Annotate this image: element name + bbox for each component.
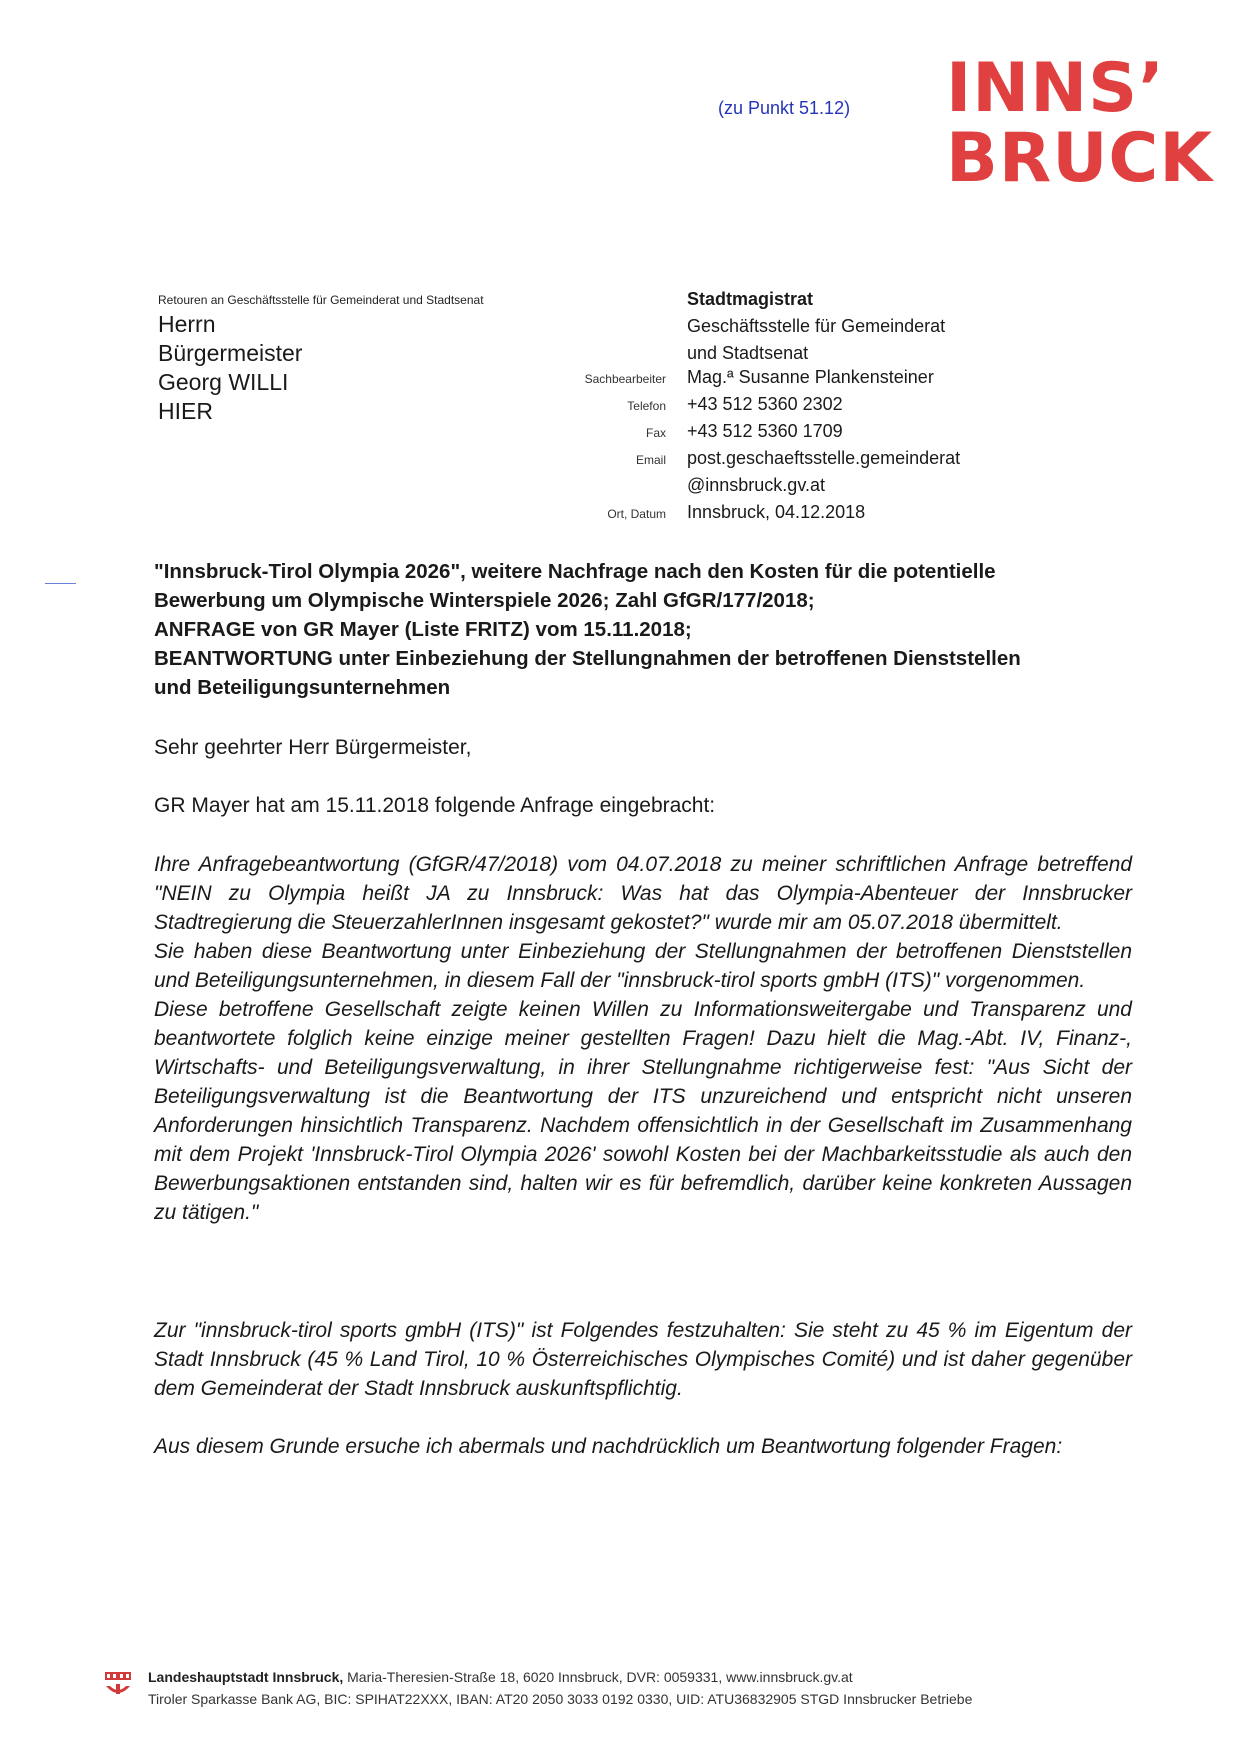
contact-value: Innsbruck, 04.12.2018	[687, 502, 866, 522]
return-address-line: Retouren an Geschäftsstelle für Gemeinderat und Stadtsenat	[158, 293, 484, 307]
subject-heading	[154, 557, 1124, 702]
innsbruck-logo	[946, 49, 1214, 198]
contact-value: post.geschaeftsstelle.gemeinderat	[687, 448, 961, 468]
city-coat-of-arms-icon	[104, 1670, 132, 1702]
logo-line-2: BRUCK	[946, 119, 1214, 198]
quoted-inquiry	[154, 850, 1132, 1227]
agenda-reference-note: (zu Punkt 51.12)	[718, 98, 851, 118]
quote-paragraph: Diese betroffene Gesellschaft zeigte keinen Willen zu Informationsweitergabe und Transparenz und beantwortete folglich keine einzige meiner gestellten Fragen! Dazu hielt die Mag.-Abt. IV, Finanz-, Wirtschafts- und Beteiligungsverwaltung, in ihrer Stellungnahme richtigerweise fest: "Aus Sicht der Beteiligungsverwaltung ist die Beantwortung der ITS unzureichend und entspricht nicht unseren Anforderungen hinsichtlich Transparenz. Nachdem offensichtlich in der Gesellschaft im Zusammenhang mit dem Projekt 'Innsbruck-Tirol Olympia 2026' sowohl Kosten bei der Machbarkeitsstudie als auch den Bewerbungsaktionen entstanden sind, halten wir es für befremdlich, darüber keine konkreten Aussagen zu tätigen."	[154, 998, 1132, 1224]
footer-address: Maria-Theresien-Straße 18, 6020 Innsbruck, DVR: 0059331, www.innsbruck.gv.at	[343, 1669, 853, 1685]
subject-line: ANFRAGE von GR Mayer (Liste FRITZ) vom 15.11.2018;	[154, 618, 692, 641]
footer-line-2: Tiroler Sparkasse Bank AG, BIC: SPIHAT22XXX, IBAN: AT20 2050 3033 0192 0330, UID: ATU36832905 STGD Innsbrucker Betriebe	[148, 1691, 973, 1707]
contact-row-email-domain	[560, 475, 980, 502]
contact-row-place-date	[560, 502, 980, 529]
footer-line-1	[148, 1669, 853, 1685]
contact-label: Sachbearbeiter	[584, 372, 666, 386]
contact-value: +43 512 5360 2302	[687, 394, 843, 414]
contact-value: @innsbruck.gv.at	[687, 475, 825, 495]
contact-row-phone	[560, 394, 980, 421]
sender-dept-line: Geschäftsstelle für Gemeinderat	[687, 316, 946, 336]
fold-mark	[45, 583, 76, 584]
recipient-line: Georg WILLI	[158, 369, 289, 395]
sender-contact-block	[560, 367, 980, 529]
recipient-address	[158, 310, 302, 426]
logo-line-1: INNS’	[946, 49, 1165, 128]
quote-paragraph: Ihre Anfragebeantwortung (GfGR/47/2018) vom 04.07.2018 zu meiner schriftlichen Anfrage betreffend "NEIN zu Olympia heißt JA zu Innsbruck: Was hat das Olympia-Abenteuer der Innsbrucker Stadtregierung die SteuerzahlerInnen insgesamt gekostet?" wurde mir am 05.07.2018 übermittelt.	[154, 853, 1132, 934]
subject-line: "Innsbruck-Tirol Olympia 2026", weitere Nachfrage nach den Kosten für die potentielle	[154, 560, 996, 583]
salutation: Sehr geehrter Herr Bürgermeister,	[154, 736, 472, 759]
contact-value: +43 512 5360 1709	[687, 421, 843, 441]
contact-label: Email	[635, 453, 666, 467]
subject-line: Bewerbung um Olympische Winterspiele 2026; Zahl GfGR/177/2018;	[154, 589, 815, 612]
contact-label: Ort, Datum	[607, 507, 666, 521]
subject-line: BEANTWORTUNG unter Einbeziehung der Stellungnahmen der betroffenen Dienststellen	[154, 647, 1021, 670]
sender-department	[687, 286, 945, 367]
contact-label: Telefon	[627, 399, 666, 413]
recipient-line: Bürgermeister	[158, 340, 303, 366]
contact-row-fax	[560, 421, 980, 448]
contact-label: Fax	[645, 426, 666, 440]
recipient-line: Herrn	[158, 311, 216, 337]
sender-org: Stadtmagistrat	[687, 289, 814, 309]
subject-line: und Beteiligungsunternehmen	[154, 676, 451, 699]
quote-paragraph: Zur "innsbruck-tirol sports gmbH (ITS)" ist Folgendes festzuhalten: Sie steht zu 45 % im Eigentum der Stadt Innsbruck (45 % Land Tirol, 10 % Österreichisches Olympisches Comité) und ist daher gegenüber dem Gemeinderat der Stadt Innsbruck auskunftspflichtig.	[154, 1319, 1132, 1400]
recipient-line: HIER	[158, 398, 213, 424]
contact-row-email	[560, 448, 980, 475]
quote-paragraph: Sie haben diese Beantwortung unter Einbeziehung der Stellungnahmen der betroffenen Dienststellen und Beteiligungsunternehmen, in diesem Fall der "innsbruck-tirol sports gmbH (ITS)" vorgenommen.	[154, 940, 1132, 992]
sender-dept-line: und Stadtsenat	[687, 343, 809, 363]
intro-paragraph: GR Mayer hat am 15.11.2018 folgende Anfrage eingebracht:	[154, 794, 716, 817]
contact-row-clerk	[560, 367, 980, 394]
quoted-inquiry-closing: Aus diesem Grunde ersuche ich abermals und nachdrücklich um Beantwortung folgender Fragen:	[154, 1435, 1063, 1458]
quoted-inquiry-its	[154, 1316, 1132, 1403]
footer-city-name: Landeshauptstadt Innsbruck,	[148, 1669, 344, 1685]
contact-value: Mag.ª Susanne Plankensteiner	[687, 367, 934, 387]
